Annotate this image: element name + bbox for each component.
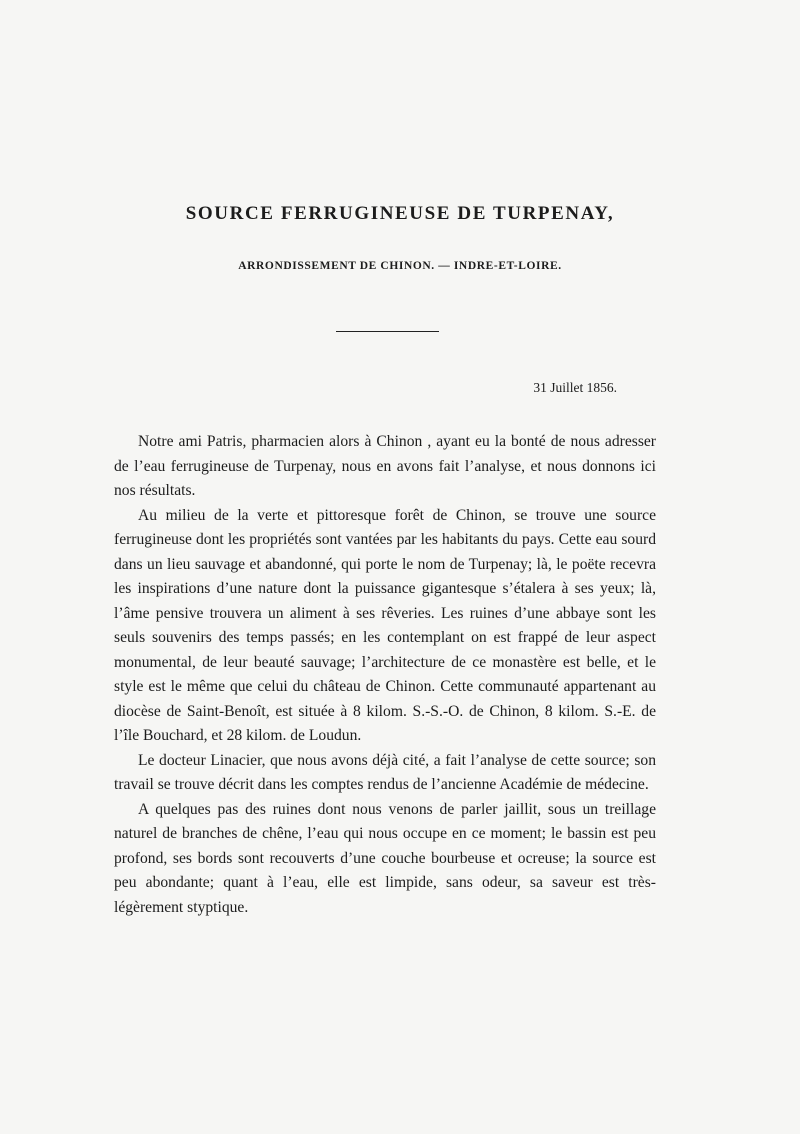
paragraph-3: Le docteur Linacier, que nous avons déjà cité, a fait l’analyse de cette source; son travail se trouve décrit dans les comptes rendus de l’ancienne Académie de médecine.	[114, 751, 656, 793]
document-date: 31 Juillet 1856.	[533, 380, 617, 395]
document-subtitle: ARRONDISSEMENT DE CHINON. — INDRE-ET-LOIRE.	[238, 260, 562, 272]
paragraph-4: A quelques pas des ruines dont nous venons de parler jaillit, sous un treillage naturel de branches de chêne, l’eau qui nous occupe en ce moment; le bassin est peu profond, ses bords sont recouverts d’une couche bourbeuse et ocreuse; la source est peu abondante; quant à l’eau, elle est limpide, sans odeur, sa saveur est très-légèrement styptique.	[114, 800, 656, 916]
document-title: SOURCE FERRUGINEUSE DE TURPENAY,	[185, 203, 615, 224]
body-text	[114, 430, 656, 920]
paragraph-1: Notre ami Patris, pharmacien alors à Chinon , ayant eu la bonté de nous adresser de l’eau ferrugineuse de Turpenay, nous en avons fait l’analyse, et nous donnons ici nos résultats.	[114, 433, 656, 499]
paragraph-2: Au milieu de la verte et pittoresque forêt de Chinon, se trouve une source ferrugineuse dont les propriétés sont vantées par les habitants du pays. Cette eau sourd dans un lieu sauvage et abandonné, qui porte le nom de Turpenay; là, le poëte recevra les inspirations d’une nature dont la puissance gigantesque s’étalera à ses yeux; là, l’âme pensive trouvera un aliment à ses rêveries. Les ruines d’une abbaye sont les seuls souvenirs des temps passés; en les contemplant on est frappé de leur aspect monumental, de leur beauté sauvage; l’architecture de ce monastère est belle, et le style est le même que celui du château de Chinon. Cette communauté appartenant au diocèse de Saint-Benoît, est située à 8 kilom. S.-S.-O. de Chinon, 8 kilom. S.-E. de l’île Bouchard, et 28 kilom. de Loudun.	[114, 506, 656, 744]
separator-rule	[336, 331, 439, 332]
